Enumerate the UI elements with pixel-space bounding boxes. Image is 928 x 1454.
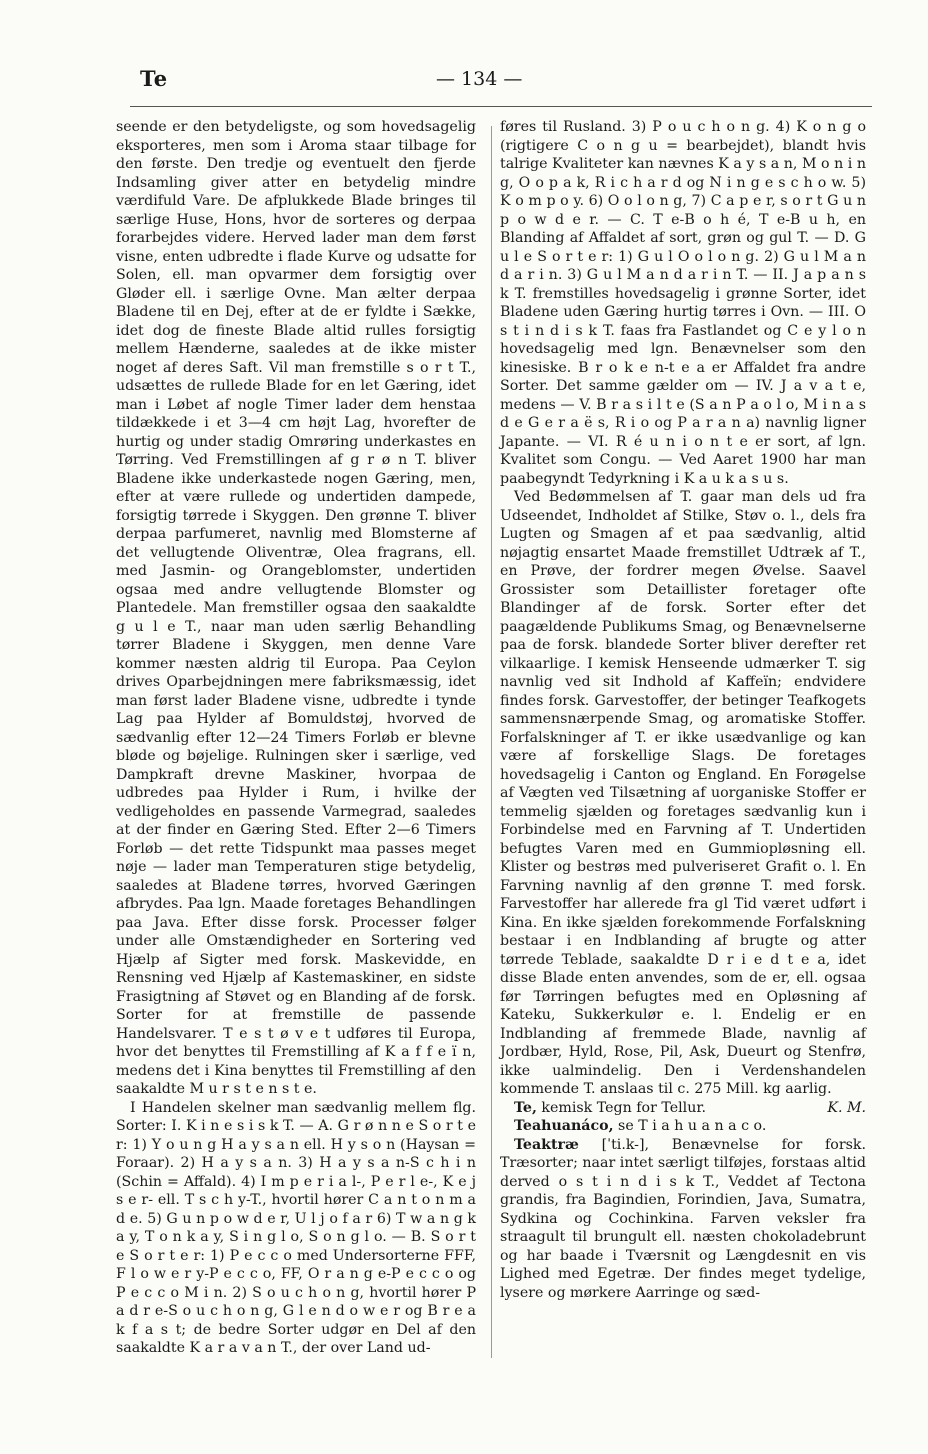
entry-text: kemisk Tegn for Tellur. bbox=[536, 1099, 707, 1116]
left-column bbox=[116, 118, 476, 1358]
column-divider bbox=[491, 126, 492, 1358]
entry-headword: Te, bbox=[514, 1099, 537, 1116]
author-signature: K. M. bbox=[827, 1099, 866, 1116]
right-column bbox=[500, 118, 866, 1302]
running-headword: Te bbox=[140, 66, 168, 91]
paragraph: I Handelen skelner man sædvanlig mellem flg. Sorter: I. K i n e s i s k T. — A. G r ø n n e S o r t e r: 1) Y o u n g H a y s a n ell. H y s o n (Haysan = Foraar). 2) H a y s a n. 3) H a y s a n-S c h i n (Schin = Affald). 4) I m p e r i a l-, P e r l e-, K e j s e r- ell. T s c h y-T., hvortil hører C a n t o n m a d e. 5) G u n p o w d e r, U l j o f a r 6) T w a n g k a y, T o n k a y, S i n g l o, S o n g l o. — B. S o r t e S o r t e r: 1) P e c c o med Undersorterne FFF, F l o w e r y-P e c c o, FF, O r a n g e-P e c c o og P e c c o M i n. 2) S o u c h o n g, hvortil hører P a d r e-S o u c h o n g, G l e n d o w e r og B r e a k f a s t; de bedre Sorter udgør en Del af den saakaldte K a r a v a n T., der over Land ud- bbox=[116, 1099, 476, 1356]
paragraph-text: Ved Bedømmelsen af T. gaar man dels ud fra Udseendet, Indholdet af Stilke, Støv o. l., dels fra Lugten og Smagen af et paa sædvanlig, altid nøjagtig ensartet Maade fremstillet Udtræk af T., en Prøve, der fordrer megen Øvelse. Saavel Grossister som Detaillister foretager ofte Blandinger af de forsk. Sorter efter det paagældende Publikums Smag, og Benævnelserne paa de forsk. blandede Sorter bliver derefter ret vilkaarlige. I kemisk Henseende udmærker T. sig navnlig ved sit Indhold af Kaffeïn; endvidere findes forsk. Garvestoffer, der betinger Teafkogets sammensnærpende Smag, og aromatiske Stoffer. Forfalskninger af T. er ikke usædvanlige og kan være af forskellige Slags. De foretages hovedsagelig i Canton og England. En Forøgelse af Vægten ved Tilsætning af uorganiske Stoffer er temmelig sjælden og foretages sædvanlig kun i Forbindelse med en Farvning af T. Undertiden befugtes Varen med en Gummiopløsning ell. Klister og bestrøs med pulveriseret Grafit o. l. En Farvning navnlig af den grønne T. med forsk. Farvestoffer har allerede fra gl Tid været udført i Kina. En ikke sjælden forekommende Forfalskning bestaar i en Indblanding af brugte og atter tørrede Teblade, saakaldte D r i e d t e a, idet disse Blade enten anvendes, som de er, ell. ogsaa før Tørringen befugtes med en Opløsning af Kateku, Sukkerkulør e. l. Endelig er en Indblanding af fremmede Blade, navnlig af Jordbær, Hyld, Rose, Pil, Ask, Dueurt og Stenfrø, ikke ualmindelig. Den i Verdenshandelen kommende T. anslaas til c. 275 Mill. kg aarlig. bbox=[500, 489, 866, 1097]
page-number: — 134 — bbox=[436, 68, 523, 90]
entry-headword: Teahuanáco, bbox=[514, 1118, 614, 1134]
entry-text: se T i a h u a n a c o. bbox=[613, 1118, 767, 1134]
header-rule bbox=[130, 106, 872, 107]
paragraph: seende er den betydeligste, og som hovedsagelig eksporteres, men som i Aroma staar tilbage for den første. Den tredje og eventuelt den fjerde Indsamling giver atter en betydelig mindre værdifuld Vare. De afplukkede Blade bringes til særlige Huse, Hons, hvor de sorteres og derpaa forarbejdes videre. Herved lader man dem først visne, enten udbredte i flade Kurve og udsatte for Solen, ell. man opvarmer dem forsigtig over Gløder ell. i særlige Ovne. Man ælter derpaa Bladene til en Dej, efter at de er fyldte i Sække, idet dog de fineste Blade altid rulles forsigtig mellem Hænderne, saaledes at de ikke mister noget af deres Saft. Vil man fremstille s o r t T., udsættes de rullede Blade for en let Gæring, idet man i Løbet af nogle Timer lader dem henstaa tildækkede i et 3—4 cm højt Lag, hvorefter de hurtig og under stadig Omrøring underkastes en Tørring. Ved Fremstillingen af g r ø n T. bliver Bladene ikke underkastede nogen Gæring, men, efter at være rullede og undertiden dampede, forsigtig tørrede i Skyggen. Den grønne T. bliver derpaa parfumeret, navnlig med Blomsterne af det vellugtende Oliventræ, Olea fragrans, ell. med Jasmin- og Orangeblomster, undertiden ogsaa med andre vellugtende Blomster og Plantedele. Man fremstiller ogsaa den saakaldte g u l e T., naar man uden særlig Behandling tørrer Bladene i Skyggen, men denne Vare kommer næsten aldrig til Europa. Paa Ceylon drives Oparbejdningen mere fabriksmæssig, idet man først lader Bladene visne, udbredte i tynde Lag paa Hylder af Bomuldstøj, hvorved de sædvanlig efter 12—24 Timers Forløb er blevne bløde og bøjelige. Rulningen sker i særlige, ved Dampkraft drevne Maskiner, hvorpaa de udbredes paa Hylder i Rum, i hvilke der vedligeholdes en passende Varmegrad, saaledes at der finder en Gæring Sted. Efter 2—6 Timers Forløb — det rette Tidspunkt maa passes meget nøje — lader man Temperaturen stige betydelig, saaledes at Bladene tørres, hvorved Gæringen afbrydes. Paa lgn. Maade foretages Behandlingen paa Java. Efter disse forsk. Processer følger under alle Omstændigheder en Sortering ved Hjælp af Sigter med forsk. Maskevidde, en Rensning ved Hjælp af Kastemaskiner, en sidste Frasigtning af Støvet og en Blanding af de forsk. Sorter for at fremstille de passende Handelsvarer. T e s t ø v e t udføres til Europa, hvor det benyttes til Fremstilling af K a f f e ï n, medens det i Kina benyttes til Fremstilling af den saakaldte M u r s t e n s t e. bbox=[116, 119, 476, 1097]
dictionary-entry bbox=[500, 1099, 866, 1118]
paragraph: føres til Rusland. 3) P o u c h o n g. 4) K o n g o (rigtigere C o n g u = bearbejdet), blandt hvis talrige Kvaliteter kan nævnes K a y s a n, M o n i n g, O o p a k, R i c h a r d og N i n g e s c h o w. 5) K o m p o y. 6) O o l o n g, 7) C a p e r, s o r t G u n p o w d e r. — C. T e-B o h é, T e-B u h, en Blanding af Affaldet af sort, grøn og gul T. — D. G u l e S o r t e r: 1) G u l O o l o n g. 2) G u l M a n d a r i n. 3) G u l M a n d a r i n T. — II. J a p a n s k T. fremstilles hovedsagelig i grønne Sorter, idet Bladene uden Gæring hurtig tørres i Ovn. — III. O s t i n d i s k T. faas fra Fastlandet og C e y l o n hovedsagelig med lgn. Benævnelser som den kinesiske. B r o k e n-t e a er Affaldet fra andre Sorter. Det samme gælder om — IV. J a v a t e, medens — V. B r a s i l t e (S a n P a o l o, M i n a s d e G e r a ë s, R i o og P a r a n a) navnlig ligner Japante. — VI. R é u n i o n t e er sort, af lgn. Kvalitet som Congu. — Ved Aaret 1900 har man paabegyndt Tedyrkning i K a u k a s u s. bbox=[500, 119, 866, 487]
entry-text: [ˈti.k-], Benævnelse for forsk. Træsorter; naar intet særligt tilføjes, forstaas altid derved o s t i n d i s k T., Veddet af Tectona grandis, fra Bagindien, Forindien, Java, Sumatra, Sydkina og Cochinkina. Farven veksler fra straagult til brungult ell. næsten chokoladebrunt og har baade i Tværsnit og Længdesnit en vis Lighed med Egetræ. Der findes meget tydelige, lysere og mørkere Aarringe og sæd- bbox=[500, 1136, 866, 1301]
entry-headword: Teaktræ bbox=[514, 1136, 579, 1153]
dictionary-entry bbox=[500, 1117, 866, 1136]
page-header bbox=[0, 0, 928, 110]
dictionary-entry bbox=[500, 1136, 866, 1303]
